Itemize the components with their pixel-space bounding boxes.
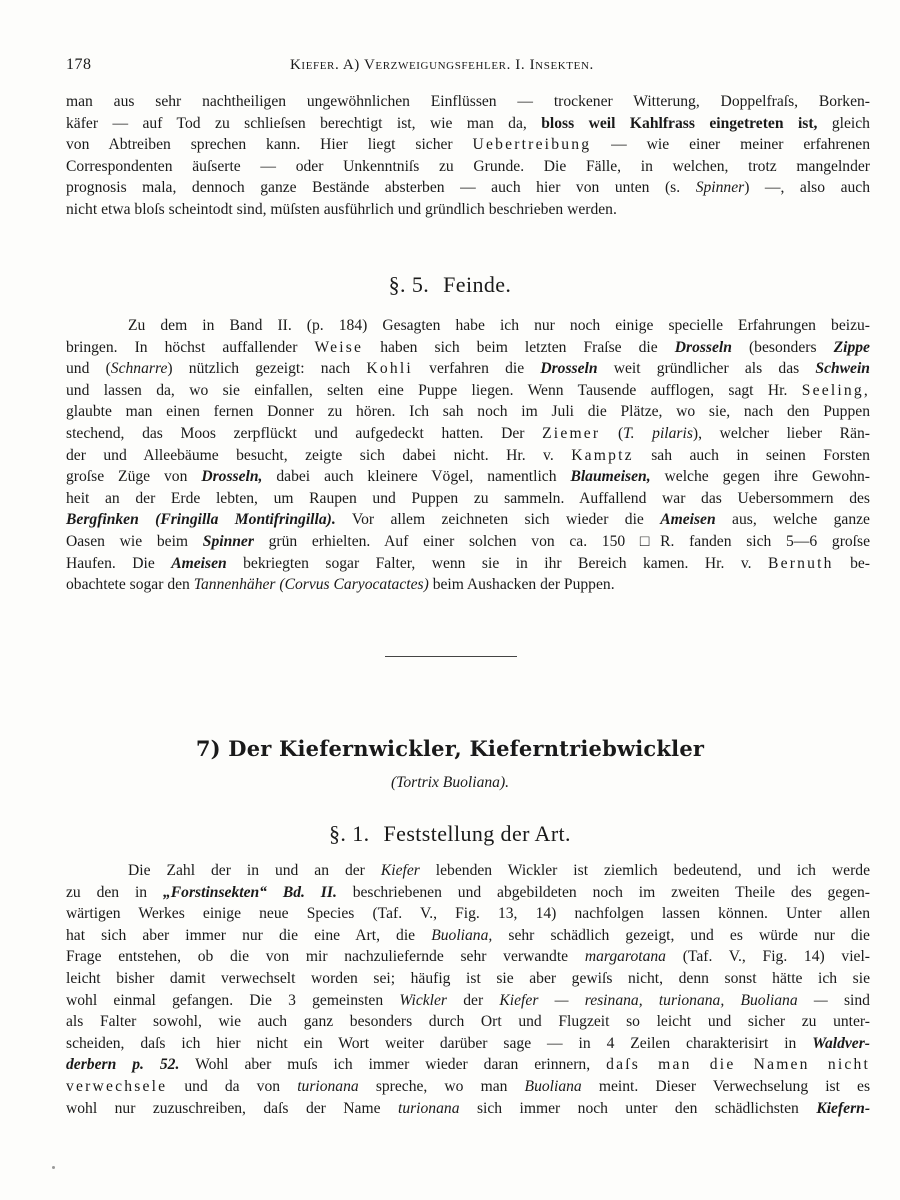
text-run: Wohl aber muſs ich immer wieder daran erinnern, <box>195 1056 591 1074</box>
text-run: und da von <box>184 1077 281 1095</box>
paragraph-feinde <box>66 315 870 596</box>
italic-run: Schnarre <box>110 360 168 378</box>
paragraph-feststellung <box>66 860 870 1119</box>
text-run: Vor allem zeichneten sich wieder die <box>351 511 644 529</box>
italic-run: Drosseln <box>674 338 732 356</box>
text-run: groſse Züge von <box>66 468 188 486</box>
spaced-run: Seeling, <box>801 381 870 399</box>
paragraph-intro <box>66 91 870 221</box>
text-line <box>66 466 870 488</box>
italic-run: Zippe <box>833 338 870 356</box>
text-run: Die Zahl der in und an der <box>128 862 365 879</box>
text-run: Zu dem in Band II. (p. 184) Gesagten habe ich nur noch einige specielle Erfahrungen beizu- <box>128 317 870 334</box>
italic-run: Kiefer — resinana, turionana, Buoliana — <box>499 991 828 1009</box>
italic-run: turionana <box>297 1077 359 1095</box>
italic-run: Blaumeisen, <box>570 468 651 486</box>
text-run: ( <box>617 424 624 442</box>
text-run: Correspondenten äuſserte — oder Unkenntniſs zu Grunde. Die Fälle, in welchen, trotz mangelnder <box>66 157 870 175</box>
text-line <box>66 337 870 359</box>
text-run: beschriebenen und abgebildeten noch im zweiten Theile des gegen- <box>352 883 870 901</box>
text-run: aus, welche ganze <box>732 511 870 529</box>
text-run: man aus sehr nachtheiligen ungewöhnlichen Einflüssen — trockener Witterung, Doppelfraſs, Borken- <box>66 93 870 110</box>
text-line <box>66 380 870 402</box>
text-run: heit an der Erde lebten, um Raupen und Puppen zu sammeln. Auffallend war das Uebersommern des <box>66 489 870 507</box>
text-run: Oasen wie beim <box>66 532 189 550</box>
text-line <box>66 156 870 178</box>
text-line <box>66 1098 870 1120</box>
italic-run: Buoliana, <box>431 926 493 944</box>
text-line <box>66 860 870 882</box>
italic-run: Kiefern- <box>816 1099 871 1117</box>
text-run: Frage entstehen, ob die von mir nachzuliefernde sehr verwandte <box>66 948 569 966</box>
text-run: spreche, wo man <box>375 1077 508 1095</box>
section-title: Feinde. <box>443 272 512 297</box>
running-title: Kiefer. A) Verzweigungsfehler. I. Insekten. <box>290 57 594 73</box>
text-run: und <box>66 360 90 378</box>
italic-run: turionana <box>397 1099 460 1117</box>
italic-run: T. pilaris <box>623 424 693 442</box>
text-run: (besonders <box>748 338 817 356</box>
spaced-run: Weise <box>314 338 364 356</box>
text-run: haben sich beim letzten Fraſse die <box>380 338 658 356</box>
text-line <box>66 553 870 575</box>
text-run: sehr schädlich gezeigt, und es würde nur die <box>508 926 870 944</box>
section-number: §. 5. <box>388 272 430 297</box>
italic-run: Schwein <box>815 360 870 378</box>
text-run: zu den in <box>66 883 148 901</box>
spaced-run: Bernuth <box>767 554 834 572</box>
italic-run: Spinner <box>202 532 254 550</box>
text-run: käfer — auf Tod zu schlieſsen berechtigt ist, wie man da, <box>66 114 527 132</box>
text-line <box>66 488 870 510</box>
text-run: — wie einer meiner erfahrenen <box>611 136 870 154</box>
text-run: von Abtreiben sprechen kann. Hier liegt sicher <box>66 136 453 154</box>
text-run: verfahren die <box>429 360 525 378</box>
italic-run: „Forstinsekten“ Bd. II. <box>162 883 337 901</box>
text-line <box>66 1054 870 1076</box>
text-line <box>66 445 870 467</box>
text-line <box>66 401 870 423</box>
text-run: sich immer noch unter den schädlichsten <box>476 1099 799 1117</box>
running-header <box>66 56 870 80</box>
text-run: leicht bisher damit verwechselt worden sei; häufig ist sie aber gewiſs nicht, denn sonst hätte ich sie <box>66 969 870 987</box>
page-number: 178 <box>66 56 92 73</box>
text-run: prognosis mala, dennoch ganze Bestände absterben — auch hier von unten (s. <box>66 179 681 197</box>
section-heading-feinde <box>0 272 900 298</box>
text-run: der <box>463 991 484 1009</box>
chapter-subtitle: (Tortrix Buoliana). <box>390 774 510 791</box>
italic-run: Ameisen <box>171 554 227 572</box>
text-run: hat sich aber immer nur die eine Art, die <box>66 926 416 944</box>
text-run: wärtigen Werkes einige neue Species (Taf. V., Fig. 13, 14) nachfolgen lassen können. Unter allen <box>66 905 870 923</box>
italic-run: Tannenhäher (Corvus Caryocatactes) <box>193 576 429 594</box>
text-line <box>66 968 870 990</box>
italic-run: derbern p. 52. <box>66 1056 180 1074</box>
text-line <box>66 531 870 553</box>
chapter-title: 7) Der Kiefernwickler, Kieferntriebwickler <box>195 736 705 761</box>
text-run: bekriegten sogar Falter, wenn sie in ihr Bereich kamen. Hr. v. <box>243 554 752 572</box>
text-run: ) —, also auch <box>744 179 871 197</box>
text-line <box>66 177 870 199</box>
text-line <box>66 509 870 531</box>
spaced-run: Ziemer <box>542 424 601 442</box>
text-run: nicht etwa bloſs scheintodt sind, müſsten ausführlich und gründlich beschrieben werden. <box>66 200 617 218</box>
italic-run: Buoliana <box>524 1077 582 1095</box>
text-run: ) nützlich gezeigt: nach <box>167 360 351 378</box>
italic-run: Waldver- <box>812 1034 870 1052</box>
spaced-run: Kohli <box>366 360 413 378</box>
text-run: beim Aushacken der Puppen. <box>432 576 615 594</box>
text-line <box>66 946 870 968</box>
text-line <box>66 113 870 135</box>
text-run: dabei auch kleinere Vögel, namentlich <box>276 468 557 486</box>
spaced-run: verwechsele <box>66 1077 168 1095</box>
text-run: sah auch in seinen Forsten <box>651 446 870 464</box>
text-run: (Taf. V., Fig. 14) viel- <box>682 948 870 966</box>
italic-run: margarotana <box>584 948 666 966</box>
italic-run: Drosseln, <box>201 468 263 486</box>
text-line <box>66 925 870 947</box>
text-run: lebenden Wickler ist ziemlich bedeutend, und ich werde <box>435 862 870 879</box>
italic-run: Kiefer <box>380 862 420 879</box>
text-line <box>66 1076 870 1098</box>
text-line: und (Schnarre) nützlich gezeigt: nach Kohli verfahren die Drosseln weit gründlicher als das Schwein <box>66 360 870 378</box>
text-run: ), welcher lieber Rän- <box>692 424 870 442</box>
text-run: und lassen da, wo sie einfallen, selten eine Puppe liegen. Wenn Tausende aufflogen, sagt Hr. <box>66 381 788 399</box>
italic-run: Bergfinken (Fringilla Montifringilla). <box>66 511 336 529</box>
text-line <box>66 1033 870 1055</box>
section-heading-feststellung <box>0 821 900 847</box>
text-run: sind <box>843 991 870 1009</box>
bold-run: bloss weil Kahlfrass eingetreten ist, <box>541 114 818 132</box>
text-run: stechend, das Moos zerpflückt und aufgedeckt hatten. Der <box>66 424 525 442</box>
text-line <box>66 315 870 337</box>
text-run: scheiden, daſs ich hier nicht ein Wort weiter darüber sage — in 4 Zeilen charakterisirt in <box>66 1034 797 1052</box>
section-title: Feststellung der Art. <box>383 821 571 846</box>
text-run: be- <box>850 554 870 572</box>
italic-run: Wickler <box>399 991 448 1009</box>
text-run: der und Alleebäume besucht, zeigte sich dabei nicht. Hr. v. <box>66 446 554 464</box>
text-line <box>66 903 870 925</box>
text-run: welche gegen ihre Gewohn- <box>664 468 870 486</box>
italic-run: Spinner <box>695 179 745 197</box>
spaced-run: Uebertreibung <box>472 136 592 154</box>
text-line <box>66 199 870 221</box>
section-divider <box>385 656 517 657</box>
text-line <box>66 574 870 596</box>
text-line <box>66 134 870 156</box>
text-run: bringen. In höchst auffallender <box>66 338 298 356</box>
text-run: meint. Dieser Verwechselung ist es <box>598 1077 871 1095</box>
text-line <box>66 423 870 445</box>
text-run: gleich <box>831 114 870 132</box>
scan-speck <box>52 1166 55 1169</box>
section-number: §. 1. <box>329 821 370 846</box>
italic-run: Ameisen <box>660 511 716 529</box>
italic-run: Drosseln <box>540 360 598 378</box>
text-line <box>66 1011 870 1033</box>
spaced-run: daſs man die Namen nicht <box>606 1056 871 1074</box>
text-run: grün erhielten. Auf einer solchen von ca. 150 □R. fanden sich 5—6 groſse <box>268 532 871 550</box>
text-run: obachtete sogar den <box>66 576 190 594</box>
text-run: Haufen. Die <box>66 554 155 572</box>
text-run: wohl einmal gefangen. Die 3 gemeinsten <box>66 991 384 1009</box>
text-run: wohl nur zuzuschreiben, daſs der Name <box>66 1099 381 1117</box>
text-run: glaubte man einen fernen Donner zu hören. Ich sah noch im Juli die Plätze, wo sie, nach den Puppen <box>66 403 870 421</box>
text-line <box>66 990 870 1012</box>
text-line <box>66 882 870 904</box>
spaced-run: Kamptz <box>571 446 634 464</box>
text-run: weit gründlicher als das <box>613 360 800 378</box>
text-line <box>66 91 870 113</box>
text-run: als Falter sowohl, wie auch ganz besonders durch Ort und Flugzeit so leicht und sicher zu unter- <box>66 1013 870 1031</box>
